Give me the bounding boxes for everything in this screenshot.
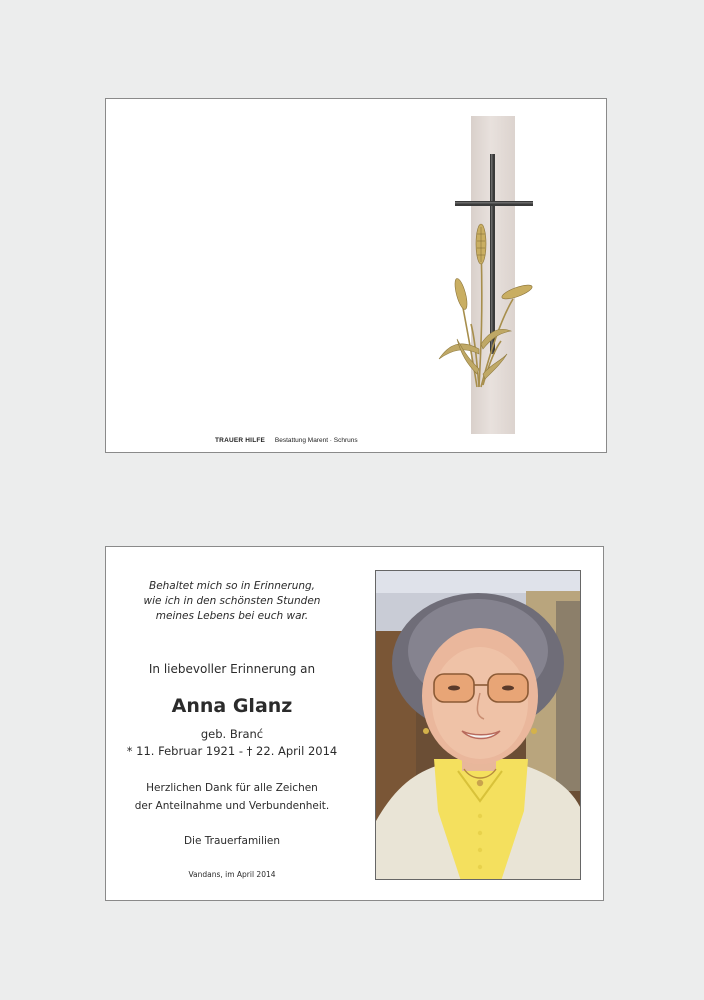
inner-card xyxy=(105,546,604,901)
life-dates: * 11. Februar 1921 - † 22. April 2014 xyxy=(126,744,338,758)
verse-line: wie ich in den schönsten Stunden xyxy=(143,595,321,607)
verse xyxy=(106,579,358,624)
birth-name: geb. Branć xyxy=(200,727,264,741)
deceased-name: Anna Glanz xyxy=(171,695,293,717)
portrait-photo xyxy=(375,570,581,880)
text-column xyxy=(106,547,358,900)
brand-label: TRAUER HILFE xyxy=(215,437,266,444)
place-date: Vandans, im April 2014 xyxy=(188,870,276,879)
verse-line: Behaltet mich so in Erinnerung, xyxy=(148,580,316,592)
front-card xyxy=(105,98,607,453)
portrait-illustration xyxy=(376,571,581,880)
thanks-text xyxy=(106,779,358,815)
footer-brand-line xyxy=(215,437,358,444)
verse-line: meines Lebens bei euch war. xyxy=(155,610,309,622)
memory-line: In liebevoller Erinnerung an xyxy=(148,662,316,676)
maker-label: Bestattung Marent · Schruns xyxy=(274,437,358,444)
cross-with-wheat-icon xyxy=(431,149,541,399)
thanks-line: Herzlichen Dank für alle Zeichen xyxy=(146,782,318,794)
thanks-line: der Anteilnahme und Verbundenheit. xyxy=(134,800,330,812)
family-signature: Die Trauerfamilien xyxy=(183,835,281,847)
